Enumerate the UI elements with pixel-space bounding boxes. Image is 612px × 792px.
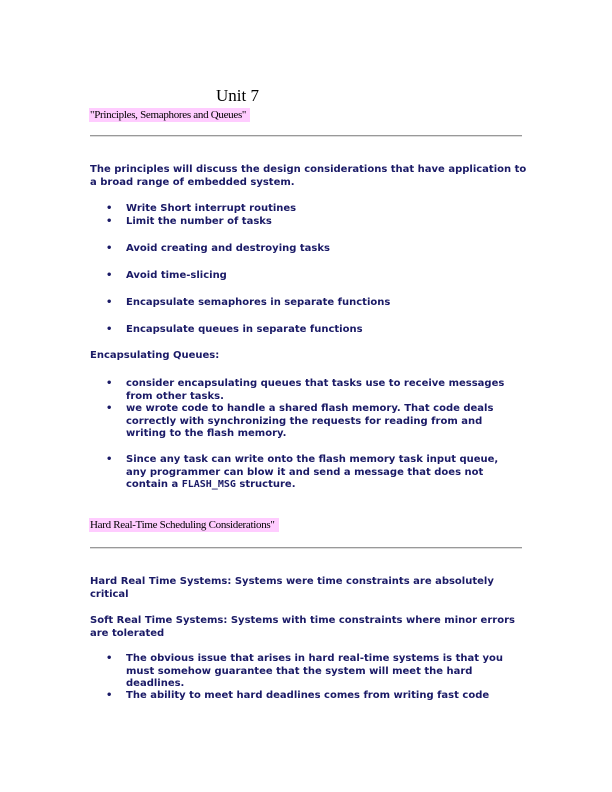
bullet-glyph: • bbox=[106, 324, 113, 335]
hard-real-time-item: The ability to meet hard deadlines comes from writing fast code bbox=[126, 690, 490, 701]
bullet-glyph: • bbox=[106, 270, 113, 281]
soft-real-time-definition: Soft Real Time Systems: Systems with time constraints where minor errors are tolerated bbox=[90, 615, 515, 639]
hard-real-time-item: The obvious issue that arises in hard real-time systems is that you must somehow guarantee that the system will meet the hard deadlines. bbox=[126, 653, 504, 689]
divider bbox=[90, 547, 522, 549]
bullet-glyph: • bbox=[106, 653, 113, 664]
encapsulating-heading: Encapsulating Queues: bbox=[90, 350, 220, 361]
principle-item: Avoid time-slicing bbox=[126, 270, 227, 281]
bullet-glyph: • bbox=[106, 454, 113, 465]
hard-real-time-definition: Hard Real Time Systems: Systems were time constraints are absolutely critical bbox=[90, 576, 494, 600]
principle-item: Limit the number of tasks bbox=[126, 216, 272, 227]
item-text: structure. bbox=[235, 479, 296, 490]
code-flash-msg: FLASH_MSG bbox=[181, 479, 236, 490]
item-text: Since any task can write onto the flash memory task input queue, any programmer can blow it and send a message that does not contain a bbox=[126, 454, 499, 490]
divider bbox=[90, 135, 522, 137]
page-title: Unit 7 bbox=[216, 86, 259, 105]
encapsulating-item: we wrote code to handle a shared flash memory. That code deals correctly with synchronizing the requests for reading from and writing to the flash memory. bbox=[126, 403, 494, 439]
bullet-glyph: • bbox=[106, 243, 113, 254]
principle-item: Avoid creating and destroying tasks bbox=[126, 243, 330, 254]
section-heading-principles: "Principles, Semaphores and Queues" bbox=[89, 108, 250, 122]
bullet-glyph: • bbox=[106, 403, 113, 414]
principle-item: Encapsulate queues in separate functions bbox=[126, 324, 363, 335]
section-heading-hard-real-time: Hard Real-Time Scheduling Considerations" bbox=[89, 518, 279, 532]
encapsulating-item: consider encapsulating queues that tasks use to receive messages from other tasks. bbox=[126, 378, 505, 402]
principle-item: Write Short interrupt routines bbox=[126, 203, 297, 214]
encapsulating-item bbox=[126, 454, 516, 492]
bullet-glyph: • bbox=[106, 203, 113, 214]
bullet-glyph: • bbox=[106, 690, 113, 701]
bullet-glyph: • bbox=[106, 378, 113, 389]
bullet-glyph: • bbox=[106, 216, 113, 227]
bullet-glyph: • bbox=[106, 297, 113, 308]
intro-paragraph: The principles will discuss the design considerations that have application to a broad range of embedded system. bbox=[90, 164, 527, 188]
principle-item: Encapsulate semaphores in separate functions bbox=[126, 297, 391, 308]
